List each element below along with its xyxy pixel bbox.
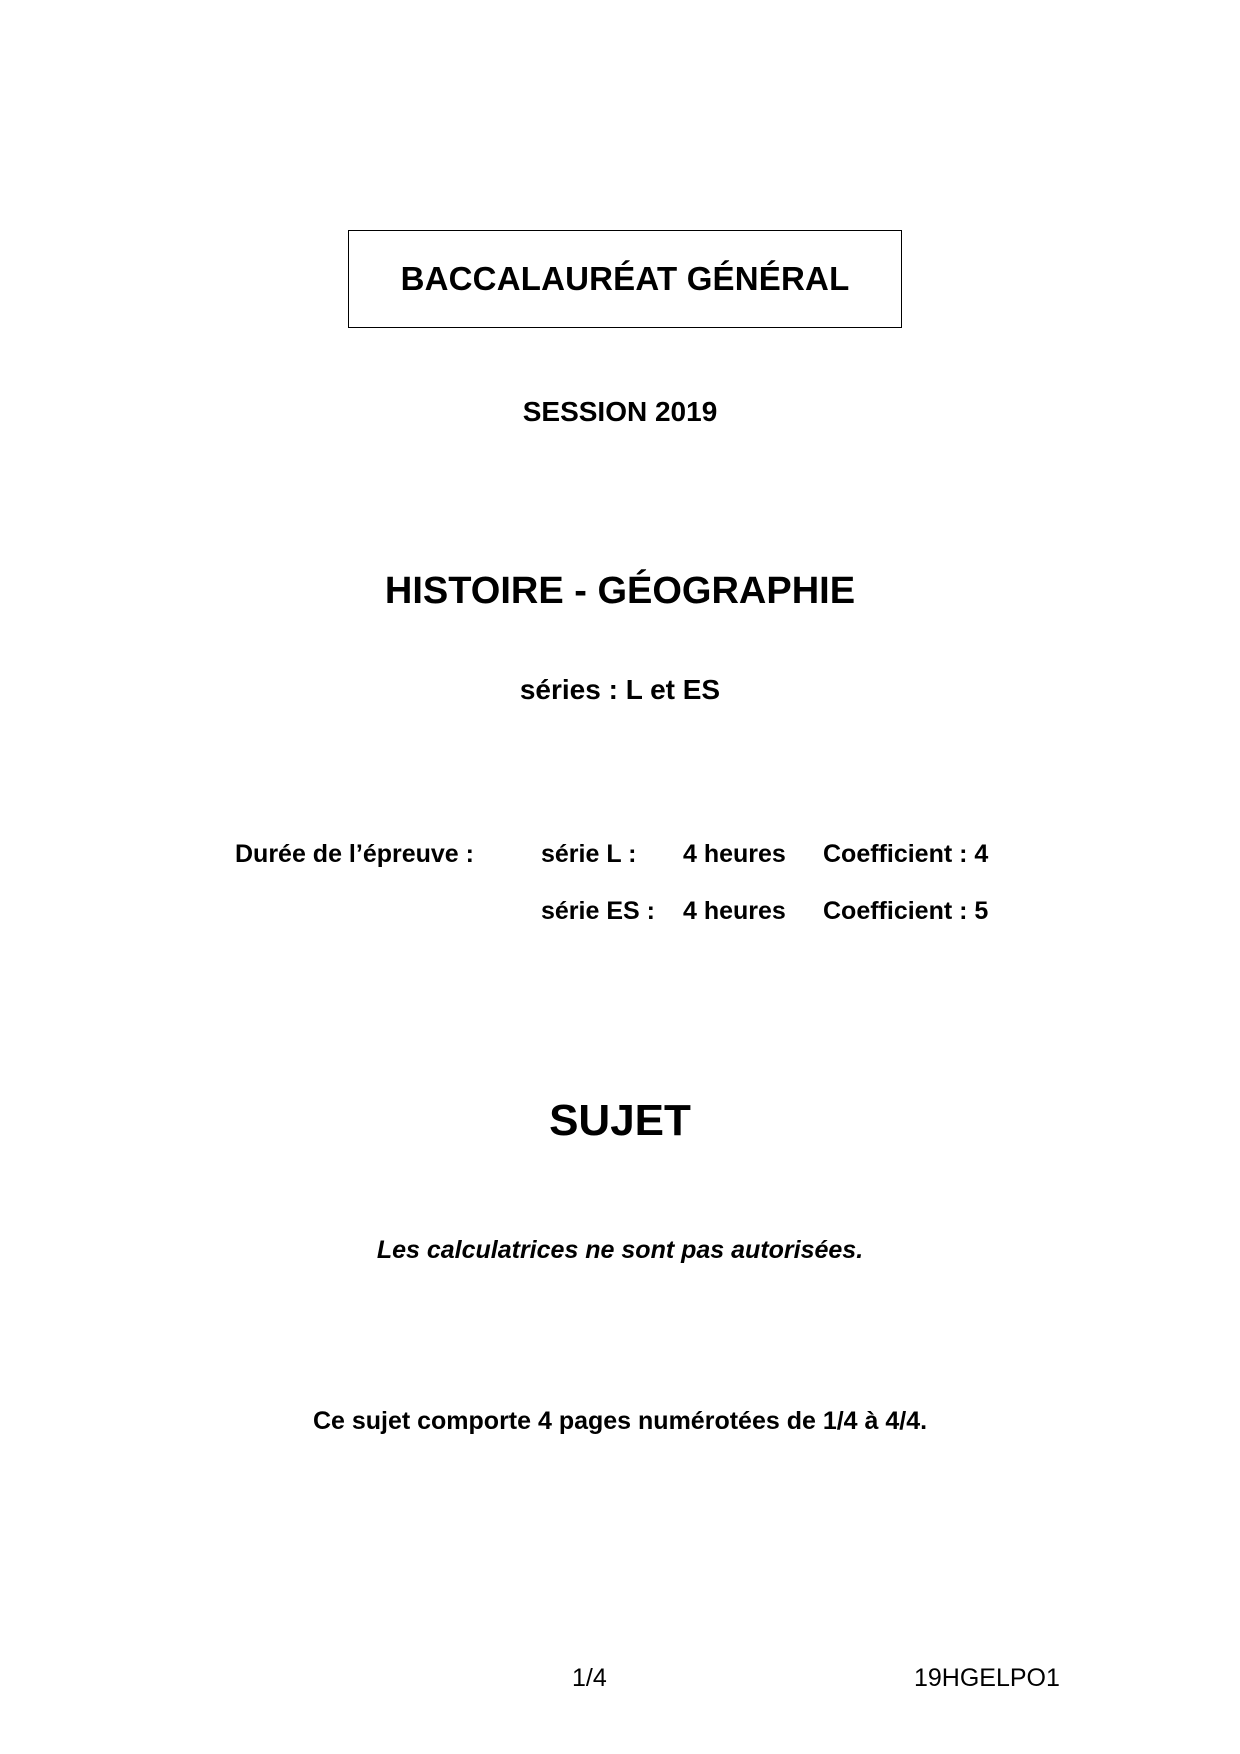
page-number: 1/4 (572, 1664, 607, 1692)
exam-title-box (348, 230, 902, 328)
exam-title: BACCALAURÉAT GÉNÉRAL (400, 260, 850, 297)
duration-row-coefficient: Coefficient : 4 (823, 840, 989, 868)
calculator-note: Les calculatrices ne sont pas autorisées. (376, 1236, 864, 1264)
document-code: 19HGELPO1 (914, 1664, 1060, 1692)
duration-label: Durée de l’épreuve : (235, 840, 474, 868)
subject-title: HISTOIRE - GÉOGRAPHIE (384, 570, 856, 612)
duration-row-serie: série ES : (541, 897, 655, 925)
series-label: séries : L et ES (519, 674, 721, 705)
duration-row-hours: 4 heures (683, 840, 786, 868)
session-label: SESSION 2019 (522, 396, 718, 427)
duration-row-hours: 4 heures (683, 897, 786, 925)
duration-row-coefficient: Coefficient : 5 (823, 897, 989, 925)
pages-note: Ce sujet comporte 4 pages numérotées de 1/4 à 4/4. (312, 1407, 928, 1435)
sujet-heading: SUJET (549, 1096, 691, 1145)
duration-row-serie: série L : (541, 840, 637, 868)
